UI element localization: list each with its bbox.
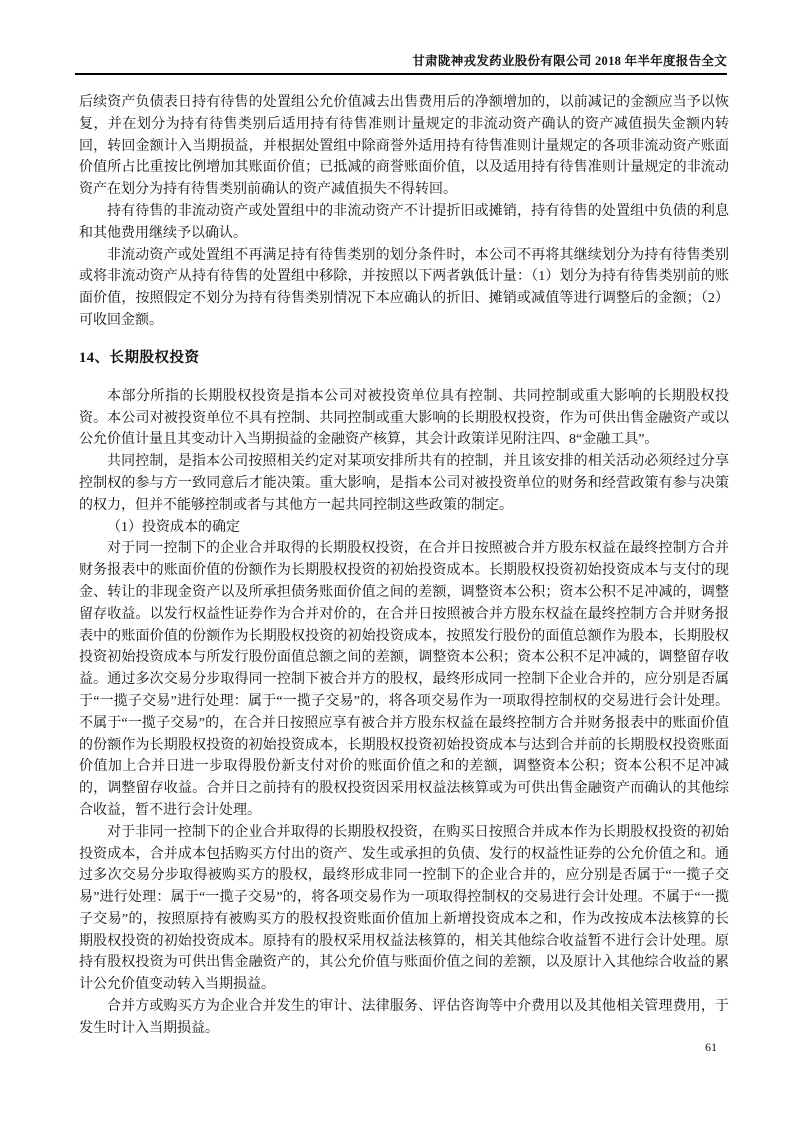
paragraph-same-control-merger: 对于同一控制下的企业合并取得的长期股权投资，在合并日按照被合并方股东权益在最终控制方合并财务报表中的账面价值的份额作为长期股权投资的初始投资成本。长期股权投资初始投资成本与支付的现金、转让的非现金资产以及所承担债务账面价值之间的差额，调整资本公积；资本公积不足冲减的，调整留存收益。以发行权益性证券作为合并对价的，在合并日按照被合并方股东权益在最终控制方合并财务报表中的账面价值的份额作为长期股权投资的初始投资成本，按照发行股份的面值总额作为股本，长期股权投资初始投资成本与所发行股份面值总额之间的差额，调整资本公积；资本公积不足冲减的，调整留存收益。通过多次交易分步取得同一控制下被合并方的股权，最终形成同一控制下企业合并的，应分别是否属于“一揽子交易”进行处理：属于“一揽子交易”的，将各项交易作为一项取得控制权的交易进行会计处理。不属于“一揽子交易”的，在合并日按照应享有被合并方股东权益在最终控制方合并财务报表中的账面价值的份额作为长期股权投资的初始投资成本，长期股权投资初始投资成本与达到合并前的长期股权投资账面价值加上合并日进一步取得股份新支付对价的账面价值之和的差额，调整资本公积；资本公积不足冲减的，调整留存收益。合并日之前持有的股权投资因采用权益法核算或为可供出售金融资产而确认的其他综合收益，暂不进行会计处理。 <box>79 541 729 818</box>
paragraph-investment-cost-subheading: （1）投资成本的确定 <box>107 519 240 535</box>
paragraph-non-same-control-merger: 对于非同一控制下的企业合并取得的长期股权投资，在购买日按照合并成本作为长期股权投资的初始投资成本，合并成本包括购买方付出的资产、发生或承担的负债、发行的权益性证券的公允价值之和。通过多次交易分步取得被购买方的股权，最终形成非同一控制下的企业合并的，应分别是否属于“一揽子交易”进行处理：属于“一揽子交易”的，将各项交易作为一项取得控制权的交易进行会计处理。不属于“一揽子交易”的，按照原持有被购买方的股权投资账面价值加上新增投资成本之和，作为改按成本法核算的长期股权投资的初始投资成本。原持有的股权采用权益法核算的，相关其他综合收益暂不进行会计处理。原持有股权投资为可供出售金融资产的，其公允价值与账面价值之间的差额，以及原计入其他综合收益的累计公允价值变动转入当期损益。 <box>79 824 729 993</box>
paragraph-no-depreciation: 持有待售的非流动资产或处置组中的非流动资产不计提折旧或摊销，持有待售的处置组中负债的利息和其他费用继续予以确认。 <box>79 203 729 241</box>
page-number: 61 <box>705 1040 717 1054</box>
paragraph-intermediary-fees: 合并方或购买方为企业合并发生的审计、法律服务、评估咨询等中介费用以及其他相关管理费用，于发生时计入当期损益。 <box>79 999 729 1036</box>
document-body <box>79 92 729 1040</box>
report-title: 甘肃陇神戎发药业股份有限公司 2018 年半年度报告全文 <box>412 54 727 68</box>
section-heading-long-term-equity-investment: 14、长期股权投资 <box>79 349 200 366</box>
paragraph-reclassification-measurement: 非流动资产或处置组不再满足持有待售类别的划分条件时，本公司不再将其继续划分为持有待售类别或将非流动资产从持有待售的处置组中移除，并按照以下两者孰低计量：（1）划分为持有待售类别前的账面价值，按照假定不划分为持有待售类别情况下本应确认的折旧、摊销或减值等进行调整后的金额；（2）可收回金额。 <box>79 247 729 328</box>
paragraph-joint-control-definition: 共同控制，是指本公司按照相关约定对某项安排所共有的控制，并且该安排的相关活动必须经过分享控制权的参与方一致同意后才能决策。重大影响，是指本公司对被投资单位的财务和经营政策有参与决策的权力，但并不能够控制或者与其他方一起共同控制这些政策的制定。 <box>79 454 729 513</box>
paragraph-lte-definition: 本部分所指的长期股权投资是指本公司对被投资单位具有控制、共同控制或重大影响的长期股权投资。本公司对被投资单位不具有控制、共同控制或重大影响的长期股权投资，作为可供出售金融资产或以公允价值计量且其变动计入当期损益的金融资产核算，其会计政策详见附注四、8“金融工具”。 <box>79 388 729 448</box>
paragraph-held-for-sale-reversal: 后续资产负债表日持有待售的处置组公允价值减去出售费用后的净额增加的，以前减记的金额应当予以恢复，并在划分为持有待售类别后适用持有待售准则计量规定的非流动资产确认的资产减值损失金额内转回，转回金额计入当期损益，并根据处置组中除商誉外适用持有待售准则计量规定的各项非流动资产账面价值所占比重按比例增加其账面价值；已抵减的商誉账面价值，以及适用持有待售准则计量规定的非流动资产在划分为持有待售类别前确认的资产减值损失不得转回。 <box>79 95 729 198</box>
header-rule <box>75 73 727 75</box>
page-header <box>75 53 727 75</box>
page-footer <box>75 1038 727 1056</box>
